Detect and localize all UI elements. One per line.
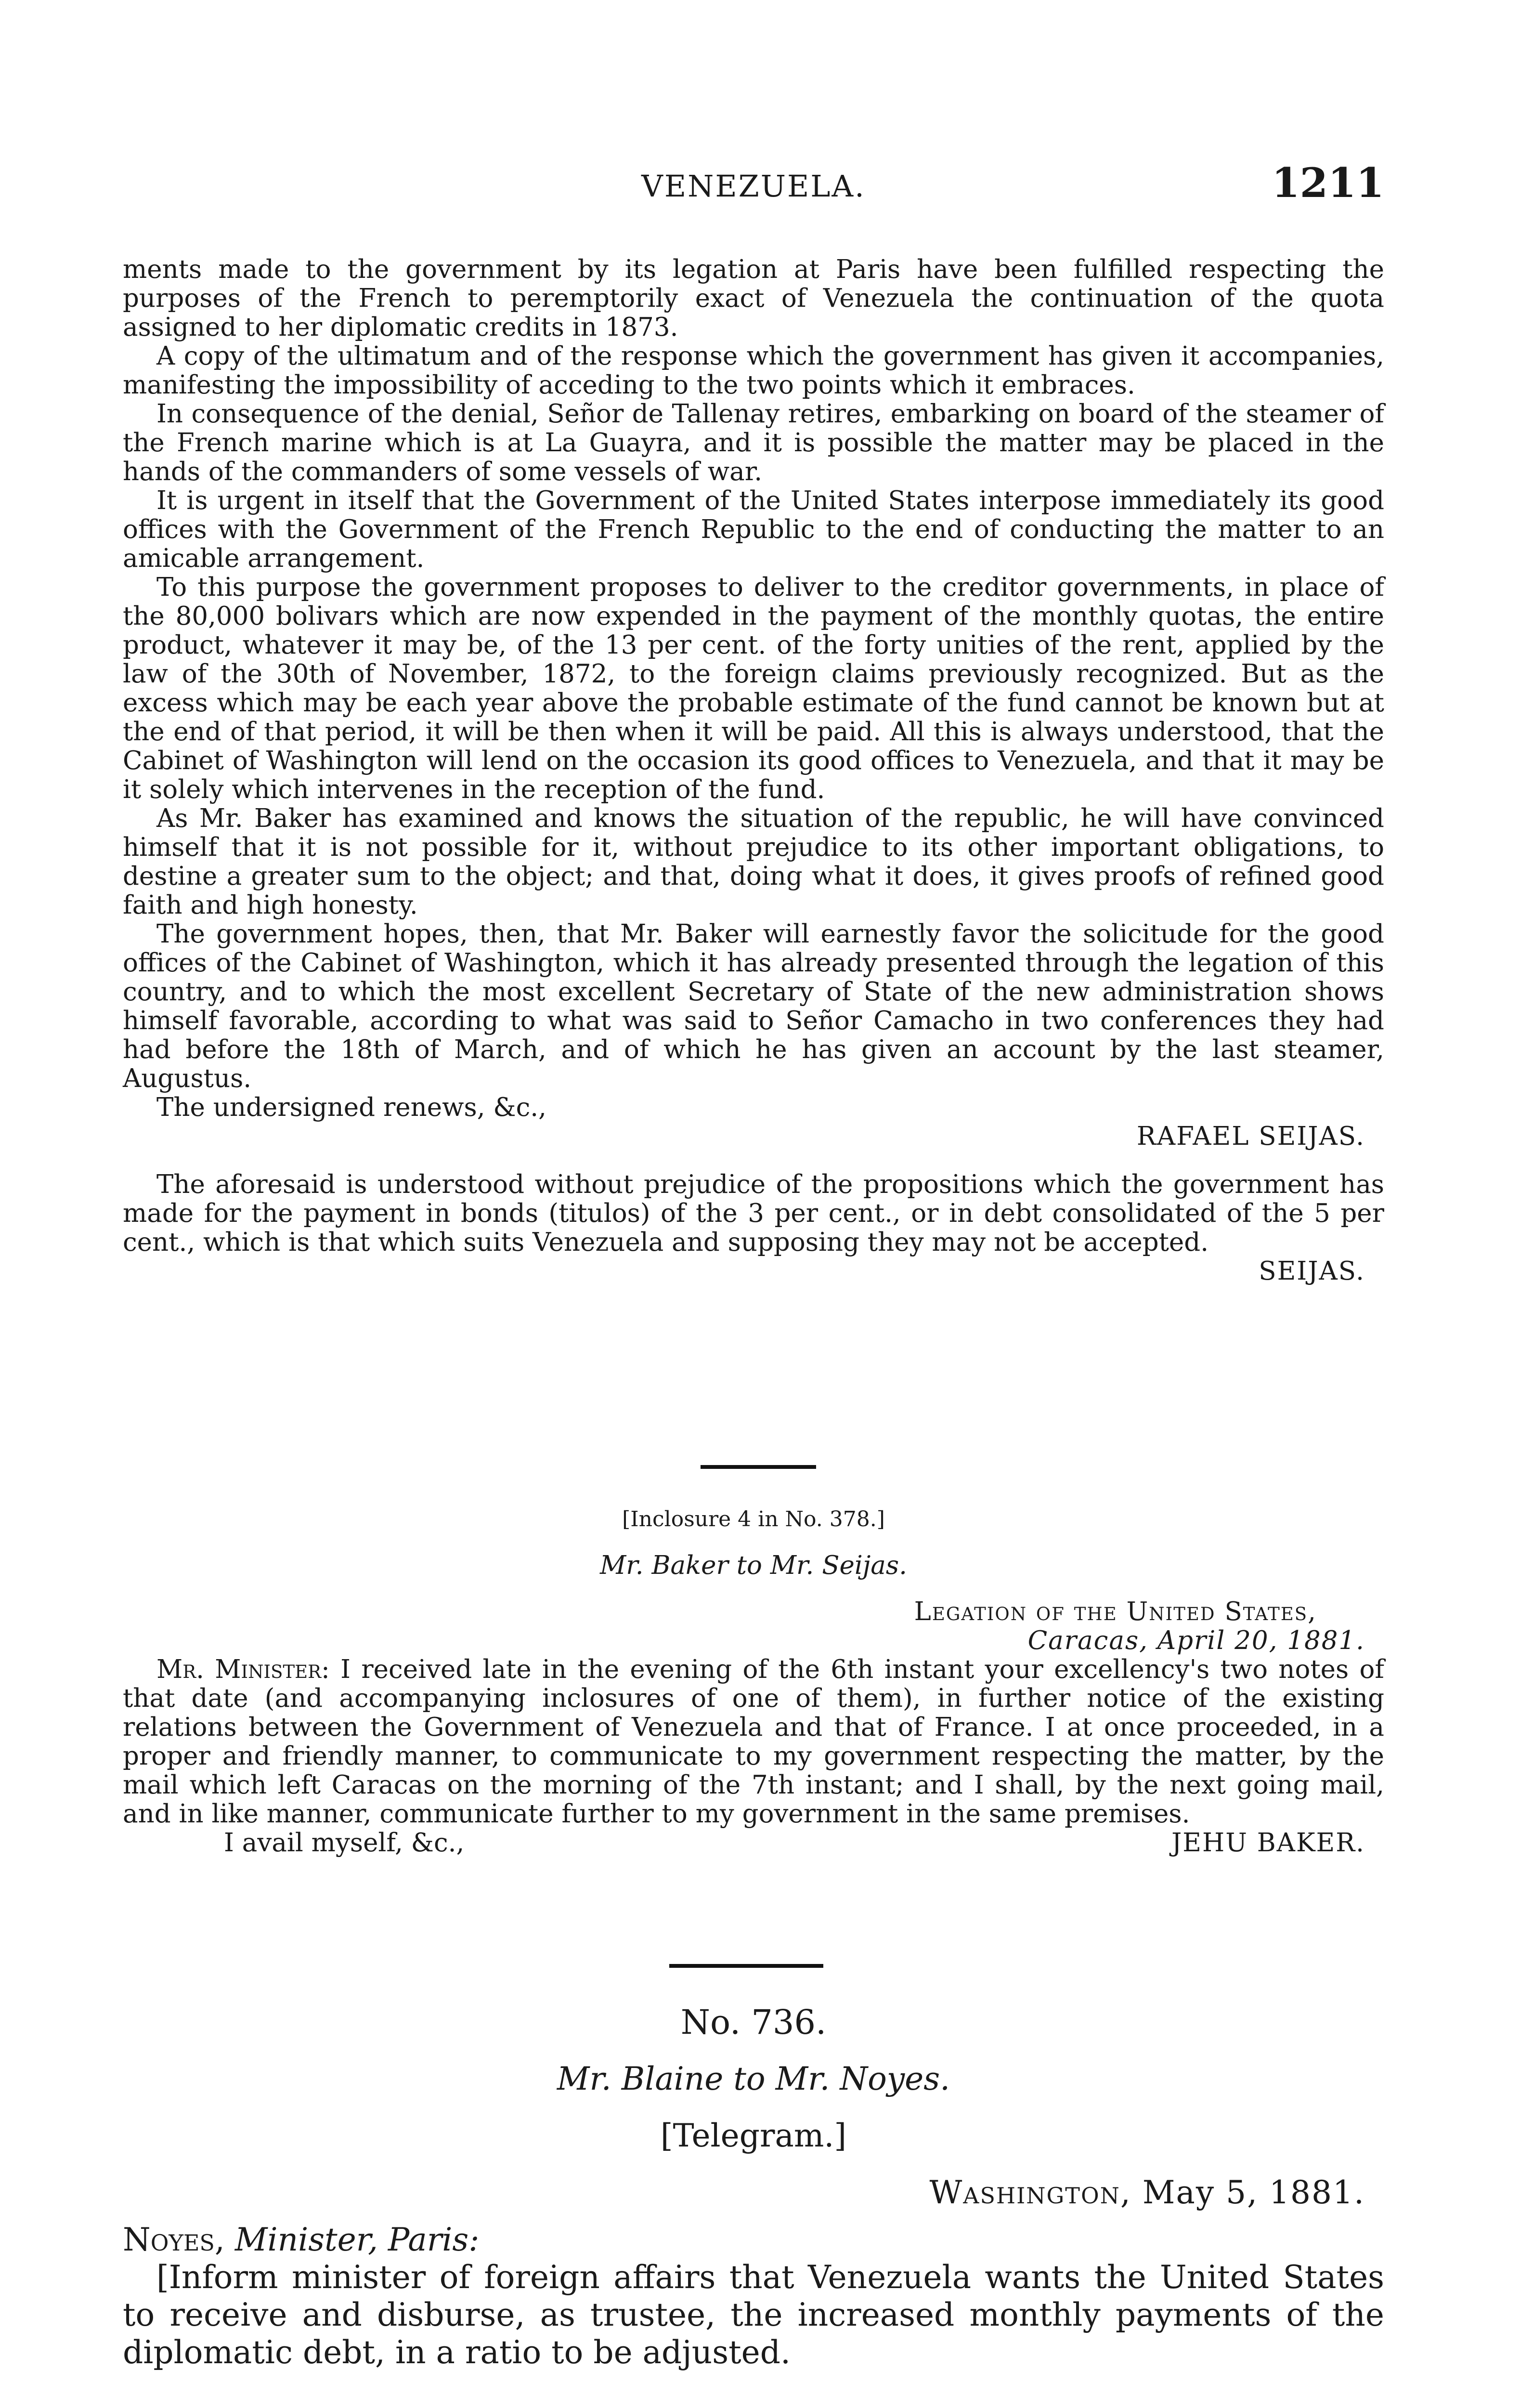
addressee: [123, 2221, 1384, 2259]
signature: JEHU BAKER.: [1171, 1828, 1365, 1858]
place-line: Legation of the United States,: [914, 1597, 1317, 1626]
body-text: I received late in the evening of the 6th instant your excellency's two notes of that date (and accompanying inclosures of one of them), in further notice of the existing relations between the Government of Venezuela and that of France. I at once proceeded, in a proper and friendly manner, to communicate to my government respecting the matter, by the mail which left Caracas on the morning of the 7th instant; and I shall, by the next going mail, and in like manner, communicate further to my government in the same premises.: [123, 1655, 1384, 1829]
document-number: No. 736.: [680, 2002, 827, 2042]
dateline-place: Washington,: [929, 2174, 1131, 2211]
paragraph: The government hopes, then, that Mr. Baker will earnestly favor the solicitude for the good offices of the Cabinet of Washington, which it has already presented through the legation of this country, and to which the most excellent Secretary of State of the new administration shows himself favorable, according to what was said to Señor Camacho in two conferences they had had before the 18th of March, and of which he has given an account by the last steamer, Augustus.: [123, 919, 1384, 1093]
document-title: Mr. Blaine to Mr. Noyes.: [557, 2060, 950, 2097]
telegram-body: [Inform minister of foreign affairs that Venezuela wants the United States to receive and disburse, as trustee, the increased monthly payments of the diplomatic debt, in a ratio to be adjusted.: [123, 2259, 1384, 2371]
spacer: [123, 1534, 1384, 1551]
paragraph: In consequence of the denial, Señor de Tallenay retires, embarking on board of the steamer of the French marine which is at La Guayra, and it is possible the matter may be placed in the hands of the commanders of some vessels of war.: [123, 399, 1384, 486]
continuation-letter: [123, 255, 1384, 1286]
dateline: [123, 2174, 1384, 2212]
paragraph: ments made to the government by its legation at Paris have been fulfilled respecting the purposes of the French to peremptorily exact of Venezuela the continuation of the quota assigned to her diplomatic credits in 1873.: [123, 255, 1384, 342]
spacer: [123, 1151, 1384, 1170]
page-number: 1211: [1272, 159, 1384, 207]
document-736: [123, 2003, 1384, 2371]
inclosure-letter: [123, 1505, 1384, 1858]
paragraph: As Mr. Baker has examined and knows the situation of the republic, he will have convinced himself that it is not possible for it, without prejudice to its other important obligations, to destine a greater sum to the object; and that, doing what it does, it gives proofs of refined good faith and high honesty.: [123, 804, 1384, 920]
spacer: [123, 1580, 1384, 1597]
section-divider: [669, 1964, 823, 1968]
salutation: Mr. Minister:: [156, 1655, 330, 1684]
letter-body: [123, 1655, 1384, 1829]
running-head: VENEZUELA.: [641, 169, 866, 204]
letter-title: Mr. Baker to Mr. Seijas.: [600, 1551, 907, 1580]
closing-line: [123, 1829, 1384, 1858]
document-type: [Telegram.]: [660, 2117, 847, 2154]
paragraph: A copy of the ultimatum and of the response which the government has given it accompanies, manifesting the impossibility of acceding to the two points which it embraces.: [123, 341, 1384, 400]
signature: RAFAEL SEIJAS.: [1136, 1122, 1365, 1151]
paragraph: To this purpose the government proposes to deliver to the creditor governments, in place of the 80,000 bolivars which are now expended in the payment of the monthly quotas, the entire product, whatever it may be, of the 13 per cent. of the forty unities of the rent, applied by the law of the 30th of November, 1872, to the foreign claims previously recognized. But as the excess which may be each year above the probable estimate of the fund cannot be known but at the end of that period, it will be then when it will be paid. All this is always understood, that the Cabinet of Washington will lend on the occasion its good offices to Venezuela, and that it may be it solely which intervenes in the reception of the fund.: [123, 573, 1384, 804]
dateline-date: May 5, 1881.: [1142, 2174, 1365, 2211]
addressee-name: Noyes,: [123, 2221, 225, 2258]
section-divider: [701, 1465, 816, 1469]
inclosure-label: [Inclosure 4 in No. 378.]: [622, 1507, 885, 1531]
postscript-signature: SEIJAS.: [1259, 1256, 1365, 1286]
paragraph: It is urgent in itself that the Government of the United States interpose immediately its good offices with the Government of the French Republic to the end of conducting the matter to an amicable arrangement.: [123, 486, 1384, 573]
closing: The undersigned renews, &c.,: [156, 1093, 546, 1122]
addressee-rest: Minister, Paris:: [234, 2221, 480, 2258]
closing: I avail myself, &c.,: [224, 1828, 465, 1858]
page-header: [123, 159, 1384, 207]
dateline: Caracas, April 20, 1881.: [1027, 1626, 1365, 1655]
postscript: The aforesaid is understood without prejudice of the propositions which the government has made for the payment in bonds (titulos) of the 3 per cent., or in debt consolidated of the 5 per cent., which is that which suits Venezuela and supposing they may not be accepted.: [123, 1170, 1384, 1257]
